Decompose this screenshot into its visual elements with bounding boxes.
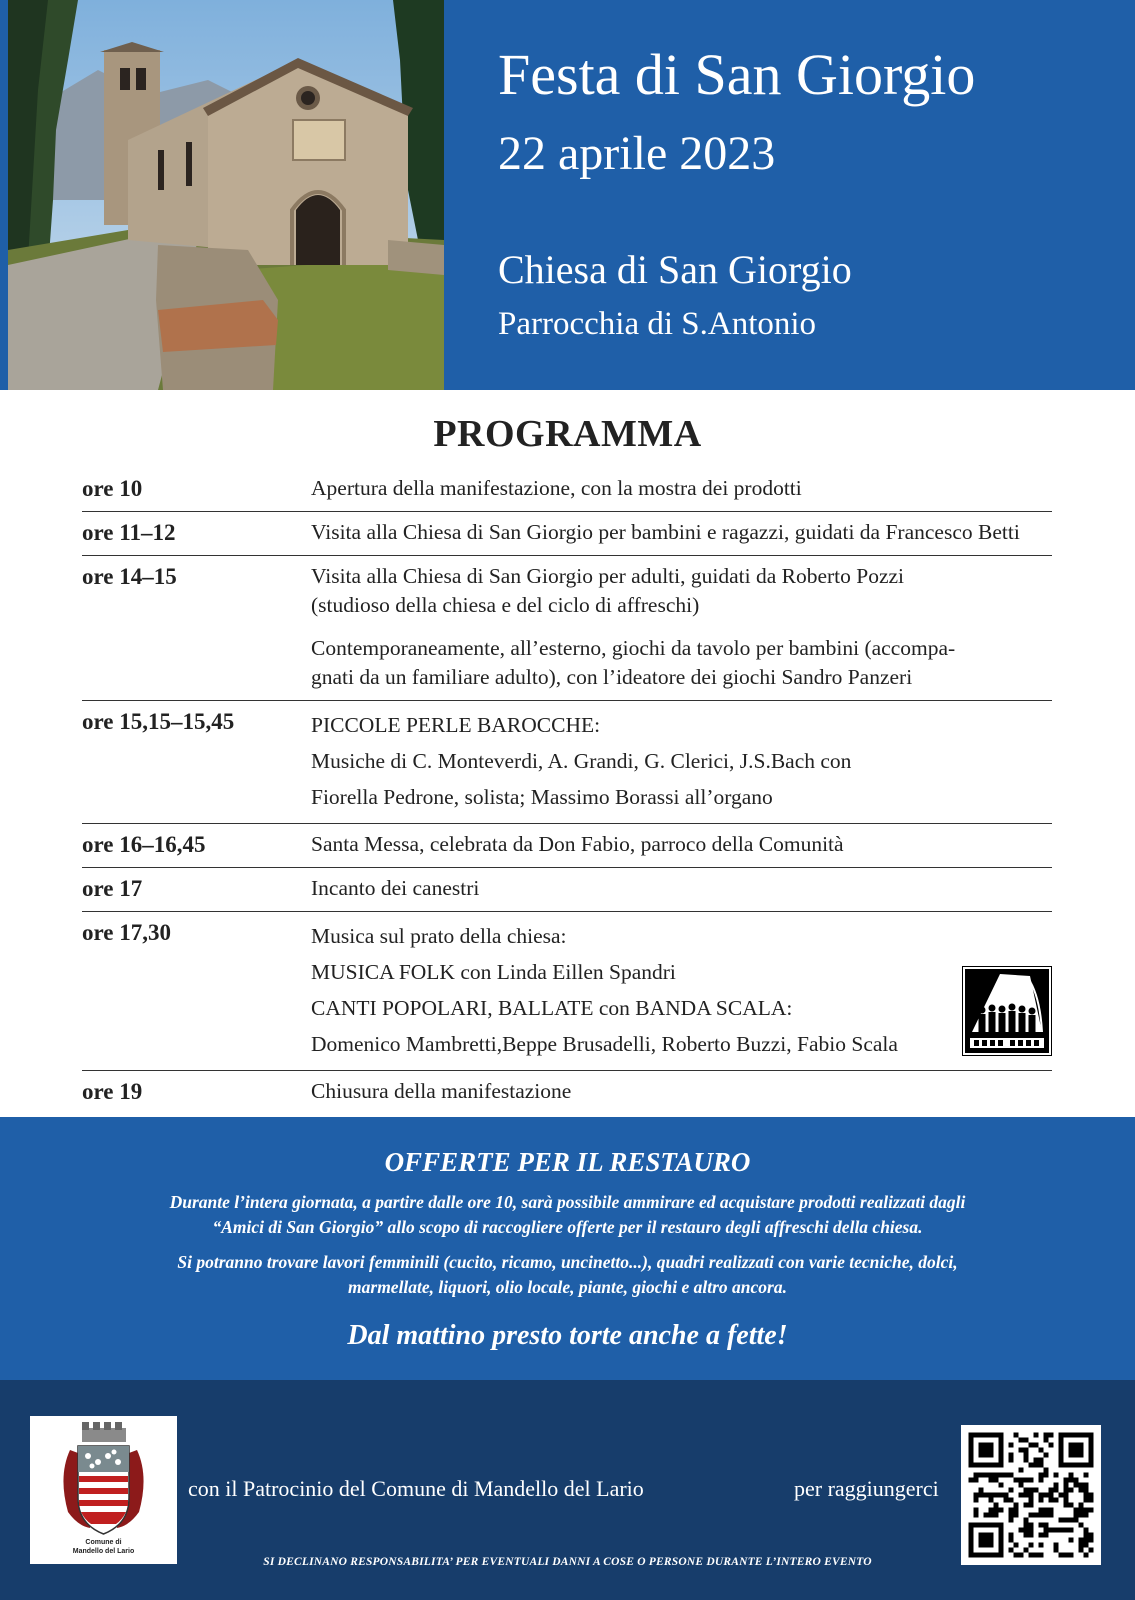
schedule-line: Domenico Mambretti,Beppe Brusadelli, Roberto Buzzi, Fabio Scala (311, 1032, 898, 1056)
schedule-row (82, 868, 1052, 912)
schedule-row (82, 468, 1052, 512)
crest-caption-line: Comune di (85, 1539, 122, 1546)
schedule-description (311, 562, 1052, 692)
schedule-line: Musica sul prato della chiesa: (311, 924, 567, 948)
footer (0, 1380, 1135, 1600)
schedule-row (82, 1071, 1052, 1114)
event-title: Festa di San Giorgio (498, 42, 976, 107)
schedule-description (311, 474, 1052, 503)
schedule-line: MUSICA FOLK con Linda Eillen Spandri (311, 960, 676, 984)
offers-line: marmellate, liquori, olio locale, piante, giochi e altro ancora. (348, 1277, 787, 1297)
schedule-description (311, 1077, 1052, 1106)
schedule-description (311, 707, 1052, 815)
schedule-time: ore 15,15–15,45 (82, 709, 235, 734)
church-photo (8, 0, 444, 390)
offers-section (0, 1117, 1135, 1380)
offers-paragraph-1 (98, 1190, 1038, 1240)
schedule-line: Incanto dei canestri (311, 876, 480, 900)
schedule-time: ore 17 (82, 876, 143, 901)
schedule-line: (studioso della chiesa e del ciclo di affreschi) (311, 593, 700, 617)
schedule-time: ore 17,30 (82, 920, 172, 945)
schedule-time: ore 11–12 (82, 520, 176, 545)
offers-title: OFFERTE PER IL RESTAURO (384, 1147, 751, 1177)
crest-caption-line: Mandello del Lario (72, 1548, 135, 1555)
municipal-crest (30, 1416, 177, 1564)
crest-caption (30, 1538, 177, 1556)
schedule-line: Musiche di C. Monteverdi, A. Grandi, G. Clerici, J.S.Bach con (311, 749, 852, 773)
schedule-row (82, 824, 1052, 868)
schedule-row (82, 512, 1052, 556)
schedule-time: ore 10 (82, 476, 143, 501)
schedule-line: Visita alla Chiesa di San Giorgio per adulti, guidati da Roberto Pozzi (311, 564, 905, 588)
offers-paragraph-2 (98, 1250, 1038, 1300)
schedule-description (311, 918, 1052, 1062)
disclaimer-text: SI DECLINANO RESPONSABILITA’ PER EVENTUALI DANNI A COSE O PERSONE DURANTE L’INTERO EVENTO (263, 1556, 872, 1568)
offers-line: Si potranno trovare lavori femminili (cucito, ricamo, uncinetto...), quadri realizzati con varie tecniche, dolci, (177, 1252, 958, 1272)
schedule-line: Visita alla Chiesa di San Giorgio per bambini e ragazzi, guidati da Francesco Betti (311, 520, 1020, 544)
schedule-line: Fiorella Pedrone, solista; Massimo Borassi all’organo (311, 785, 773, 809)
header-banner (0, 0, 1135, 390)
event-date: 22 aprile 2023 (498, 127, 776, 180)
banda-scala-logo (962, 966, 1052, 1056)
reach-us-text: per raggiungerci (794, 1476, 939, 1501)
offers-slogan: Dal mattino presto torte anche a fette! (347, 1320, 788, 1351)
schedule-line: gnati da un familiare adulto), con l’ideatore dei giochi Sandro Panzeri (311, 665, 913, 689)
schedule-time: ore 16–16,45 (82, 832, 206, 857)
schedule-row (82, 556, 1052, 701)
schedule-row (82, 701, 1052, 824)
offers-line: Durante l’intera giornata, a partire dalle ore 10, sarà possibile ammirare ed acquistare prodotti realizzati dagli (169, 1192, 966, 1212)
schedule-time: ore 19 (82, 1079, 143, 1104)
qr-code-graphic (961, 1425, 1101, 1565)
schedule-time: ore 14–15 (82, 564, 177, 589)
schedule-description (311, 830, 1052, 859)
patronage-text: con il Patrocinio del Comune di Mandello del Lario (188, 1476, 644, 1501)
schedule-line: PICCOLE PERLE BAROCCHE: (311, 713, 601, 737)
programma-heading: PROGRAMMA (433, 413, 702, 455)
schedule-description (311, 874, 1052, 903)
church-name: Chiesa di San Giorgio (498, 247, 852, 292)
schedule-line: Apertura della manifestazione, con la mostra dei prodotti (311, 476, 802, 500)
schedule-line: CANTI POPOLARI, BALLATE con BANDA SCALA: (311, 996, 793, 1020)
offers-line: “Amici di San Giorgio” allo scopo di raccogliere offerte per il restauro degli affreschi della chiesa. (212, 1217, 923, 1237)
qr-code-icon[interactable] (961, 1425, 1101, 1565)
schedule-line: Chiusura della manifestazione (311, 1079, 572, 1103)
schedule-row (82, 912, 1052, 1071)
schedule-line: Contemporaneamente, all’esterno, giochi da tavolo per bambini (accompa- (311, 636, 956, 660)
schedule-line: Santa Messa, celebrata da Don Fabio, parroco della Comunità (311, 832, 844, 856)
parish-name: Parrocchia di S.Antonio (498, 306, 817, 342)
schedule-description (311, 518, 1052, 547)
schedule-table (82, 468, 1052, 1114)
